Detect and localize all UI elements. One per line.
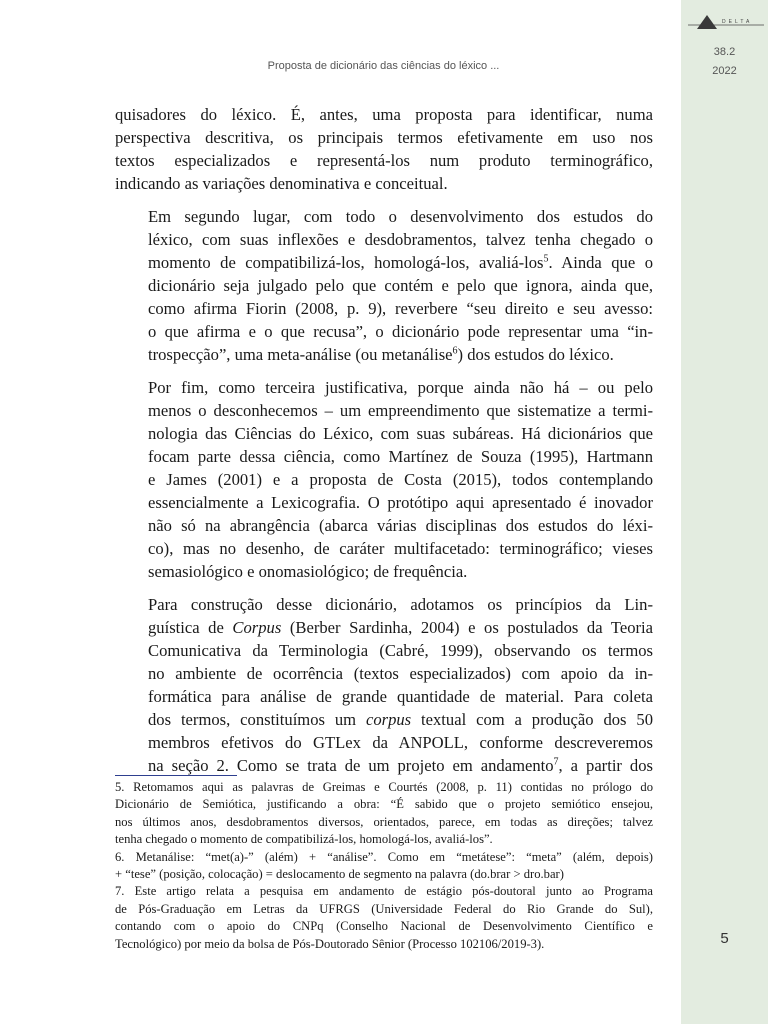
- text-line: Para construção desse dicionário, adotamos os princípios da Lin-: [148, 595, 653, 614]
- text-line: não só na abrangência (abarca várias disciplinas dos estudos do léxi-: [148, 516, 653, 535]
- paragraph-3: [115, 376, 653, 583]
- text-line: na seção 2. Como se trata de um projeto em andamento$^7$, a partir dos: [148, 756, 653, 775]
- text-line: momento de compatibilizá-los, homologá-los, avaliá-los$^5$. Ainda que o: [148, 253, 653, 272]
- delta-triangle-icon: [697, 15, 717, 29]
- paragraph-1: [115, 103, 653, 195]
- text-line: membros efetivos do GTLex da ANPOLL, conforme descreveremos: [148, 733, 653, 752]
- footnote-line: 6. Metanálise: “met(a)-” (além) + “análise”. Como em “metátese”: “meta” (além, depois): [115, 849, 653, 864]
- text-line: formática para análise de grande quantidade de material. Para coleta: [148, 687, 653, 706]
- text-line: Por fim, como terceira justificativa, porque ainda não há – ou pelo: [148, 378, 653, 397]
- body-text: [115, 103, 653, 787]
- text-line: o que afirma e o que recusa”, o dicionário pode representar uma “in-: [148, 322, 653, 341]
- footnote-marker: 5: [543, 253, 549, 265]
- text-line: dicionário seja julgado pelo que contém e pelo que ignora, ainda que,: [148, 276, 653, 295]
- footnote-separator: [115, 775, 237, 776]
- logo-text: DELTA: [722, 19, 753, 25]
- paragraph-4: [115, 593, 653, 777]
- footnote-line: contando com o apoio do CNPq (Conselho Nacional de Desenvolvimento Científico e: [115, 919, 653, 934]
- text-line: nologia das Ciências do Léxico, com suas subáreas. Há dicionários que: [148, 424, 653, 443]
- text-line: dos termos, constituímos um corpus textual com a produção dos 50: [148, 710, 653, 729]
- text-line: e James (2001) e a proposta de Costa (2015), todos contemplando: [148, 470, 653, 489]
- text-line: léxico, com suas inflexões e desdobramentos, talvez tenha chegado o: [148, 230, 653, 249]
- text-line: focam parte dessa ciência, como Martínez de Souza (1995), Hartmann: [148, 447, 653, 466]
- text-line: Comunicativa da Terminologia (Cabré, 1999), observando os termos: [148, 641, 653, 660]
- text-line: essencialmente a Lexicografia. O protótipo aqui apresentado é inovador: [148, 493, 653, 512]
- footnote-line: + “tese” (posição, colocação) = deslocamento de segmento na palavra (do.brar > dro.bar): [115, 867, 564, 882]
- text-line: menos o desconhecemos – um empreendimento que sistematize a termi-: [148, 401, 653, 420]
- footnote-line: Tecnológico) por meio da bolsa de Pós-Doutorado Sênior (Processo 102106/2019-3).: [115, 936, 545, 951]
- footnote-line: tenha chegado o momento de compatibilizá-los, homologá-los, avaliá-los”.: [115, 832, 493, 847]
- text-line: textos especializados e representá-los num produto terminográfico,: [115, 151, 653, 170]
- footnote-line: 7. Este artigo relata a pesquisa em andamento de estágio pós-doutoral junto ao Programa: [115, 884, 653, 899]
- publication-year: 2022: [712, 65, 737, 77]
- text-line: indicando as variações denominativa e conceitual.: [115, 174, 448, 193]
- footnote-line: Dicionário de Semiótica, justificando a obra: “É sabido que o projeto semiótico ensejou,: [115, 797, 653, 812]
- running-title: Proposta de dicionário das ciências do léxico ...: [267, 60, 500, 72]
- footnote-5: [115, 779, 653, 849]
- footnote-6: [115, 849, 653, 884]
- footnote-line: 5. Retomamos aqui as palavras de Greimas e Courtés (2008, p. 11) contidas no prólogo do: [115, 780, 653, 794]
- text-line: perspectiva descritiva, os principais termos efetivamente em uso nos: [115, 128, 653, 147]
- text-line: semasiológico e onomasiológico; de frequência.: [148, 562, 468, 581]
- footnote-line: de Pós-Graduação em Letras da UFRGS (Universidade Federal do Rio Grande do Sul),: [115, 901, 653, 916]
- text-line: co), mas no desenho, de caráter multifacetado: terminográfico; vieses: [148, 539, 653, 558]
- page-number: 5: [720, 930, 729, 947]
- right-margin-band: [681, 0, 768, 1024]
- footnote-7: [115, 883, 653, 953]
- text-line: como afirma Fiorin (2008, p. 9), reverbere “seu direito e seu avesso:: [148, 299, 653, 318]
- footnotes: [115, 779, 653, 953]
- text-line: quisadores do léxico. É, antes, uma proposta para identificar, numa: [115, 105, 653, 124]
- delta-journal-logo: [688, 12, 764, 34]
- footnote-marker: 7: [553, 756, 559, 768]
- text-line: no ambiente de ocorrência (textos especializados) com apoio da in-: [148, 664, 653, 683]
- text-line: Em segundo lugar, com todo o desenvolvimento dos estudos do: [148, 207, 653, 226]
- text-line: guística de Corpus (Berber Sardinha, 2004) e os postulados da Teoria: [148, 618, 653, 637]
- paragraph-2: [115, 205, 653, 366]
- volume-number: 38.2: [713, 46, 736, 58]
- footnote-line: nos últimos anos, desdobramentos diversos, orientados, parece, em todas as direções; talvez: [115, 814, 653, 829]
- text-line: trospecção”, uma meta-análise (ou metanálise$^6$) dos estudos do léxico.: [148, 345, 614, 364]
- footnote-marker: 6: [452, 345, 458, 357]
